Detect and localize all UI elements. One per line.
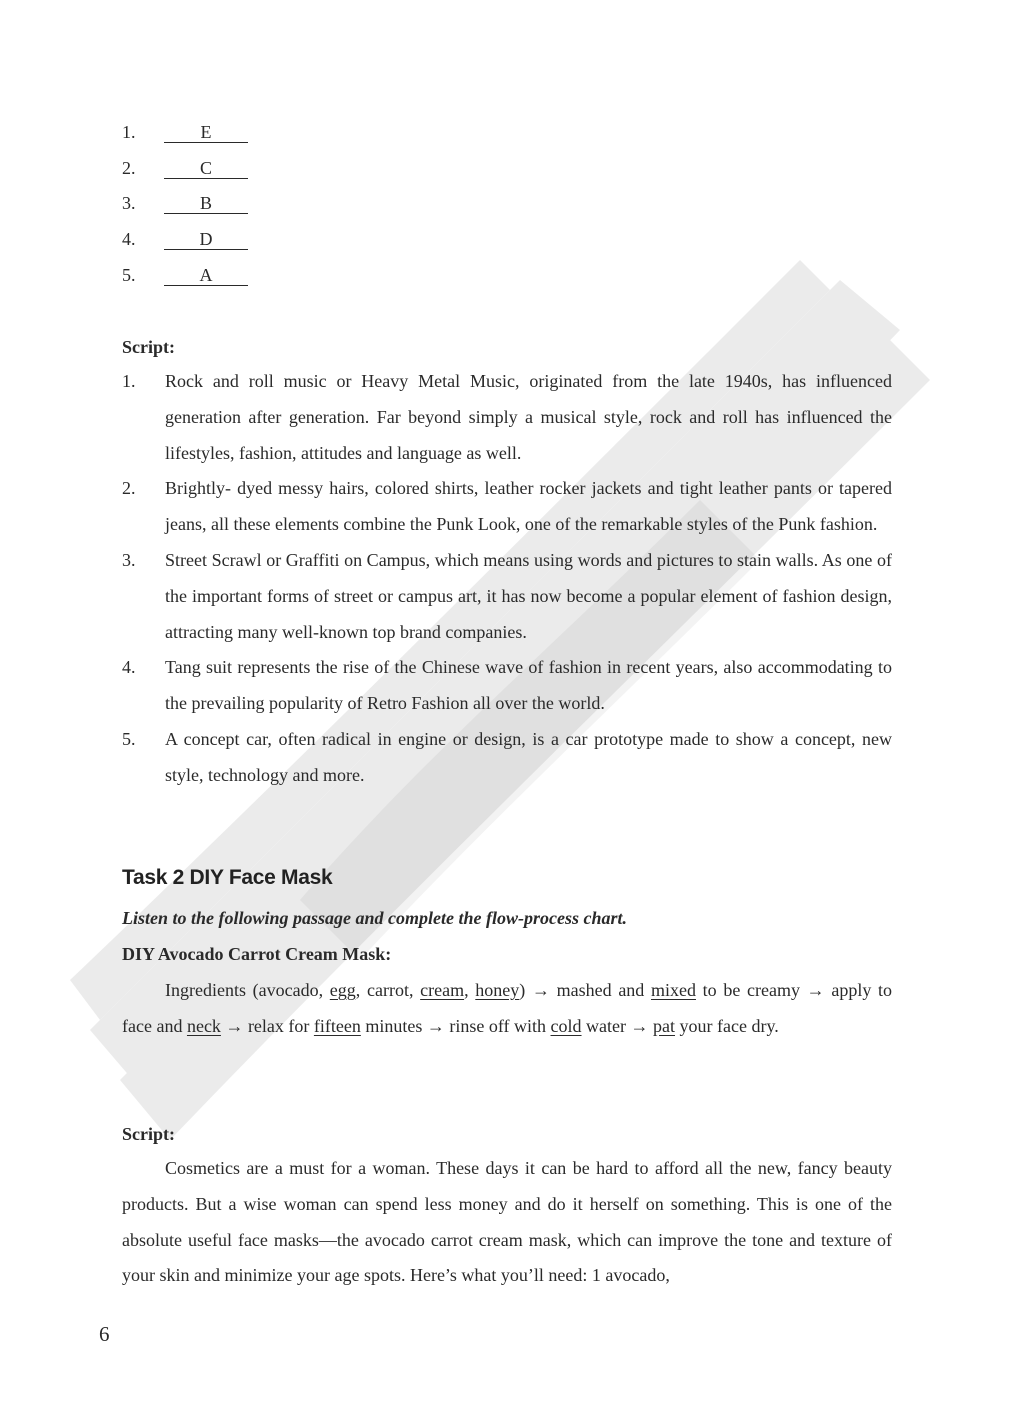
answer-number: 3. xyxy=(122,193,136,213)
flow-answer: mixed xyxy=(651,980,696,1000)
script-item-number: 3. xyxy=(122,549,136,570)
script-label: Script: xyxy=(122,337,175,357)
script-item-text: Tang suit represents the rise of the Chinese wave of fashion in recent years, also accommodating to the prevailing popularity of Retro Fashion all over the world. xyxy=(165,657,892,714)
flow-answer: honey xyxy=(475,980,520,1000)
answer-blank: E xyxy=(164,122,248,143)
script-item-2 xyxy=(122,471,892,543)
script-item-text: Street Scrawl or Graffiti on Campus, which means using words and pictures to stain walls. As one of the important forms of street or campus art, it has now become a popular element of fashion design, attracting many well-known top brand companies. xyxy=(165,549,892,642)
answer-number: 1. xyxy=(122,122,136,142)
answer-number: 5. xyxy=(122,265,136,285)
flow-text: minutes → rinse off with xyxy=(360,1015,551,1036)
script-item-4 xyxy=(122,650,892,722)
mask-subtitle: DIY Avocado Carrot Cream Mask: xyxy=(122,944,392,964)
flow-text: ) → mashed and xyxy=(519,980,651,1000)
script-item-number: 1. xyxy=(122,371,136,391)
script-item-1 xyxy=(122,364,892,471)
script-paragraph: Cosmetics are a must for a woman. These days it can be hard to afford all the new, fancy beauty products. But a wise woman can spend less money and do it herself on something. This is one of the absolute useful face masks—the avocado carrot cream mask, which can improve the tone and texture of your skin and minimize your age spots. Here’s what you’ll need: 1 avocado, xyxy=(122,1158,892,1286)
answer-item-4 xyxy=(122,228,248,250)
flow-text: your face dry. xyxy=(675,1015,779,1036)
flow-answer: cold xyxy=(550,1015,582,1036)
script-item-number: 4. xyxy=(122,657,136,678)
flow-text: , carrot, xyxy=(355,980,421,1000)
page-number: 6 xyxy=(99,1322,110,1346)
flow-text: Ingredients (avocado, xyxy=(165,980,330,1000)
script-label-2: Script: xyxy=(122,1124,175,1144)
answer-blank: A xyxy=(164,265,248,286)
answer-blank: B xyxy=(164,193,248,214)
flow-answer: cream xyxy=(420,980,465,1000)
flow-answer: neck xyxy=(186,1015,221,1036)
script-list xyxy=(122,364,892,794)
flow-answer: pat xyxy=(653,1015,676,1036)
script-item-number: 2. xyxy=(122,478,136,499)
answer-item-2 xyxy=(122,157,248,179)
answer-blank: D xyxy=(164,229,248,250)
flow-text: → relax for xyxy=(220,1015,314,1036)
answer-item-5 xyxy=(122,264,248,286)
script-item-5 xyxy=(122,722,892,794)
answer-number: 2. xyxy=(122,158,136,178)
flow-text: water → xyxy=(581,1015,654,1036)
script-item-text: Rock and roll music or Heavy Metal Music, originated from the late 1940s, has influenced generation after generation. Far beyond simply a musical style, rock and roll has influenced the lifestyles, fashion, attitudes and language as well. xyxy=(165,371,892,463)
task-instruction: Listen to the following passage and complete the flow-process chart. xyxy=(122,908,627,928)
answer-item-1 xyxy=(122,121,248,143)
answer-blank: C xyxy=(164,158,248,179)
flow-answer: egg xyxy=(329,980,356,1000)
flow-answer: fifteen xyxy=(313,1015,361,1036)
answer-number: 4. xyxy=(122,229,136,249)
flow-process-paragraph xyxy=(122,973,892,1045)
script-item-text: Brightly- dyed messy hairs, colored shirts, leather rocker jackets and tight leather pants or tapered jeans, all these elements combine the Punk Look, one of the remarkable styles of the Punk fashion. xyxy=(165,478,892,535)
flow-text: to be creamy → apply to face and xyxy=(122,980,893,1036)
script-item-number: 5. xyxy=(122,728,136,749)
flow-text: , xyxy=(464,980,476,1000)
answer-item-3 xyxy=(122,192,248,214)
script-item-3 xyxy=(122,543,892,650)
script-item-text: A concept car, often radical in engine or design, is a car prototype made to show a concept, new style, technology and more. xyxy=(165,728,892,785)
task-heading: Task 2 DIY Face Mask xyxy=(122,866,333,889)
